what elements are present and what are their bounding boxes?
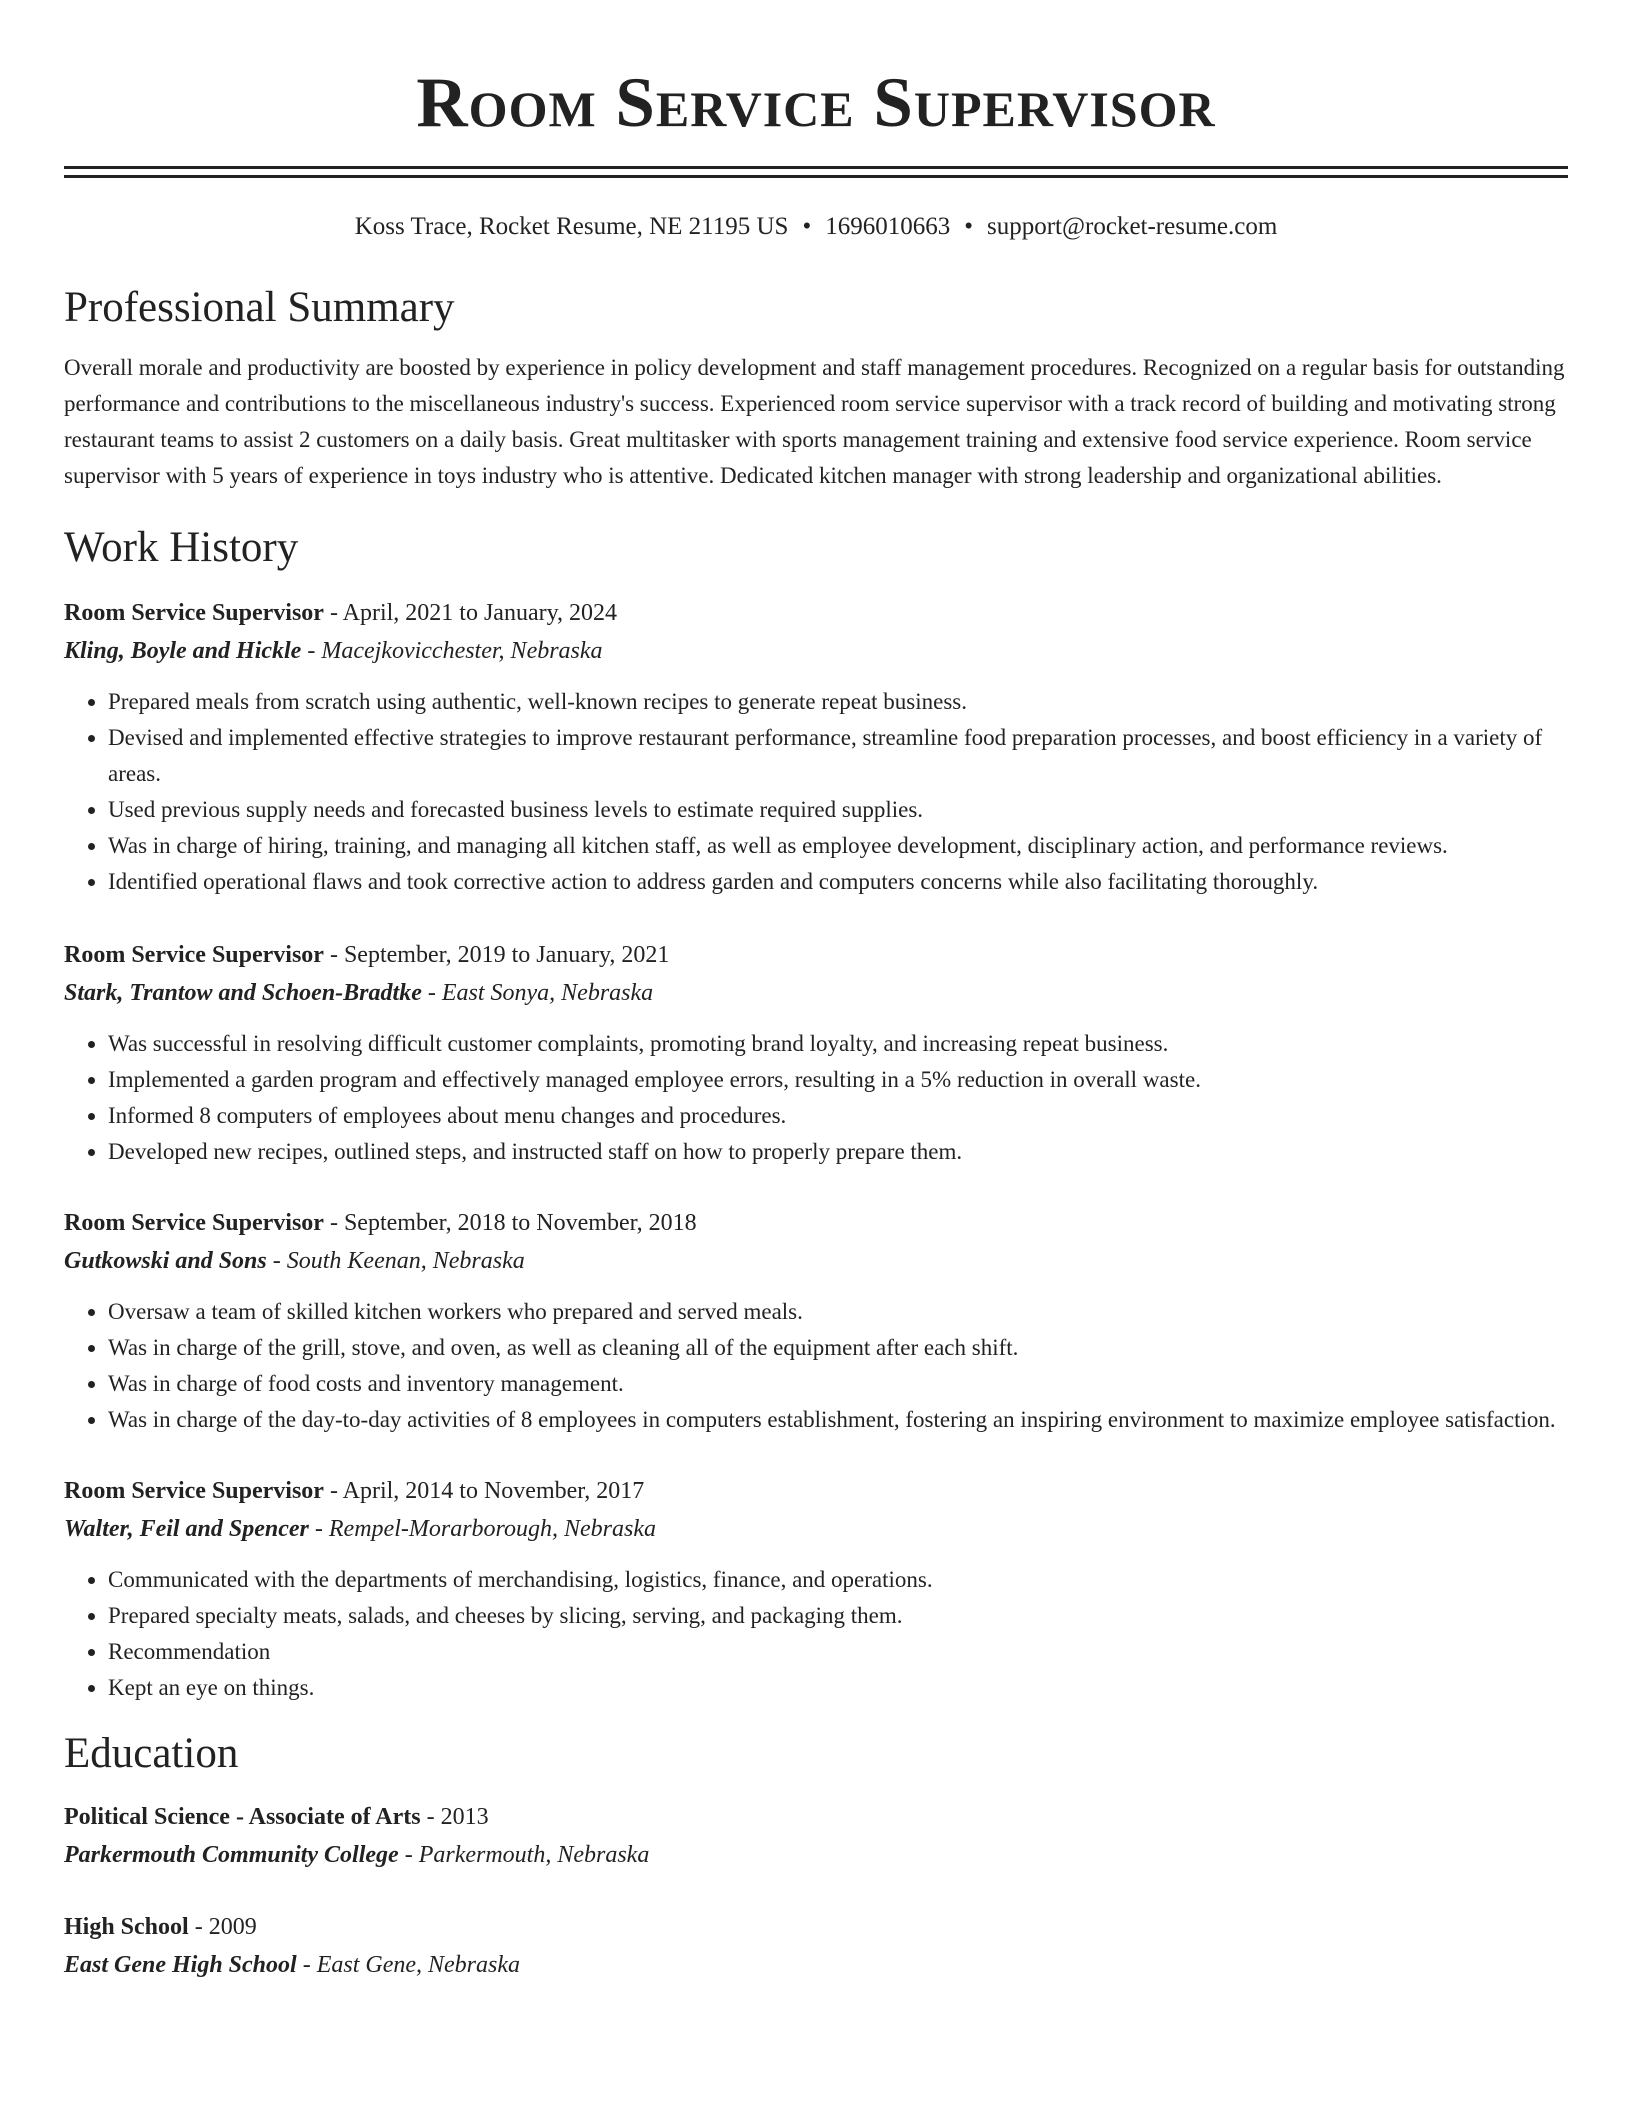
- education-header: [64, 1798, 1568, 1836]
- job-company: Gutkowski and Sons: [64, 1248, 267, 1274]
- summary-text: Overall morale and productivity are boosted by experience in policy development and staff management procedures. Recognized on a regular basis for outstanding performance and contributions to the miscellaneous industry's success. Experienced room service supervisor with a track record of building and motivating strong restaurant teams to assist 2 customers on a daily basis. Great multitasker with sports management training and extensive food service experience. Room service supervisor with 5 years of experience in toys industry who is attentive. Dedicated kitchen manager with strong leadership and organizational abilities.: [64, 355, 1565, 488]
- job-role: Room Service Supervisor: [64, 600, 324, 626]
- resume-title: Room Service Supervisor: [416, 64, 1216, 142]
- contact-email[interactable]: support@rocket-resume.com: [987, 213, 1278, 240]
- job-company: Walter, Feil and Spencer: [64, 1516, 309, 1542]
- job-dates: - April, 2014 to November, 2017: [323, 1478, 645, 1504]
- job-entry: [64, 594, 1568, 900]
- education-school: Parkermouth Community College: [64, 1842, 399, 1868]
- job-bullet: • Oversaw a team of skilled kitchen workers who prepared and served meals.: [108, 1294, 1568, 1330]
- job-bullet: • Developed new recipes, outlined steps, and instructed staff on how to properly prepare them.: [108, 1134, 1568, 1170]
- job-header: [64, 1204, 1568, 1242]
- job-dates: - April, 2021 to January, 2024: [323, 600, 618, 626]
- job-bullets: [64, 1026, 1568, 1170]
- title-divider-thin: [64, 175, 1568, 178]
- education-degree: High School: [64, 1914, 189, 1940]
- job-role: Room Service Supervisor: [64, 1478, 324, 1504]
- job-company-line: [64, 632, 1568, 670]
- job-bullet: • Used previous supply needs and forecasted business levels to estimate required supplies.: [108, 792, 1568, 828]
- job-header: [64, 1472, 1568, 1510]
- job-bullet: • Recommendation: [108, 1634, 1568, 1670]
- job-location: - Rempel-Morarborough, Nebraska: [308, 1516, 656, 1542]
- job-entry: [64, 936, 1568, 1170]
- job-entry: [64, 1472, 1568, 1706]
- job-company-line: [64, 1242, 1568, 1280]
- education-year: - 2013: [420, 1804, 489, 1830]
- job-location: - East Sonya, Nebraska: [421, 980, 654, 1006]
- job-bullet: • Informed 8 computers of employees about menu changes and procedures.: [108, 1098, 1568, 1134]
- education-location: - East Gene, Nebraska: [296, 1952, 520, 1978]
- job-bullets: [64, 684, 1568, 900]
- job-role: Room Service Supervisor: [64, 1210, 324, 1236]
- education-school: East Gene High School: [64, 1952, 297, 1978]
- contact-separator: •: [964, 213, 973, 240]
- contact-phone: 1696010663: [825, 213, 951, 240]
- education-degree: Political Science - Associate of Arts: [64, 1804, 421, 1830]
- job-header: [64, 936, 1568, 974]
- education-school-line: [64, 1946, 1568, 1984]
- contact-separator: •: [802, 213, 812, 240]
- job-bullets: [64, 1562, 1568, 1706]
- contact-line: [64, 210, 1568, 244]
- job-role: Room Service Supervisor: [64, 942, 324, 968]
- contact-address: Koss Trace, Rocket Resume, NE 21195 US: [354, 213, 789, 240]
- job-bullets: [64, 1294, 1568, 1438]
- job-company: Kling, Boyle and Hickle: [64, 638, 302, 664]
- job-header: [64, 594, 1568, 632]
- job-bullet: • Communicated with the departments of merchandising, logistics, finance, and operations.: [108, 1562, 1568, 1598]
- job-bullet: • Was in charge of hiring, training, and managing all kitchen staff, as well as employee development, disciplinary action, and performance reviews.: [108, 828, 1568, 864]
- education-heading: Education: [64, 1730, 239, 1777]
- job-bullet: • Prepared meals from scratch using authentic, well-known recipes to generate repeat business.: [108, 684, 1568, 720]
- job-bullet: • Was successful in resolving difficult customer complaints, promoting brand loyalty, and increasing repeat business.: [108, 1026, 1568, 1062]
- job-location: - South Keenan, Nebraska: [266, 1248, 525, 1274]
- job-company: Stark, Trantow and Schoen-Bradtke: [64, 980, 422, 1006]
- education-school-line: [64, 1836, 1568, 1874]
- job-company-line: [64, 1510, 1568, 1548]
- job-bullet: • Was in charge of food costs and inventory management.: [108, 1366, 1568, 1402]
- job-dates: - September, 2018 to November, 2018: [323, 1210, 697, 1236]
- title-divider-thick: [64, 166, 1568, 169]
- job-location: - Macejkovicchester, Nebraska: [301, 638, 603, 664]
- education-year: - 2009: [188, 1914, 257, 1940]
- job-bullet: • Prepared specialty meats, salads, and cheeses by slicing, serving, and packaging them.: [108, 1598, 1568, 1634]
- summary-heading: Professional Summary: [64, 284, 455, 331]
- job-bullet: • Implemented a garden program and effectively managed employee errors, resulting in a 5% reduction in overall waste.: [108, 1062, 1568, 1098]
- job-bullet: • Was in charge of the grill, stove, and oven, as well as cleaning all of the equipment after each shift.: [108, 1330, 1568, 1366]
- job-company-line: [64, 974, 1568, 1012]
- education-entry: [64, 1798, 1568, 1874]
- job-bullet: • Was in charge of the day-to-day activities of 8 employees in computers establishment, fostering an inspiring environment to maximize employee satisfaction.: [108, 1402, 1568, 1438]
- work-history-heading: Work History: [64, 524, 299, 571]
- education-entry: [64, 1908, 1568, 1984]
- job-bullet: • Devised and implemented effective strategies to improve restaurant performance, streamline food preparation processes, and boost efficiency in a variety of areas.: [108, 720, 1568, 792]
- job-bullet: • Kept an eye on things.: [108, 1670, 1568, 1706]
- education-header: [64, 1908, 1568, 1946]
- job-bullet: • Identified operational flaws and took corrective action to address garden and computers concerns while also facilitating thoroughly.: [108, 864, 1568, 900]
- job-entry: [64, 1204, 1568, 1438]
- education-location: - Parkermouth, Nebraska: [398, 1842, 650, 1868]
- job-dates: - September, 2019 to January, 2021: [323, 942, 670, 968]
